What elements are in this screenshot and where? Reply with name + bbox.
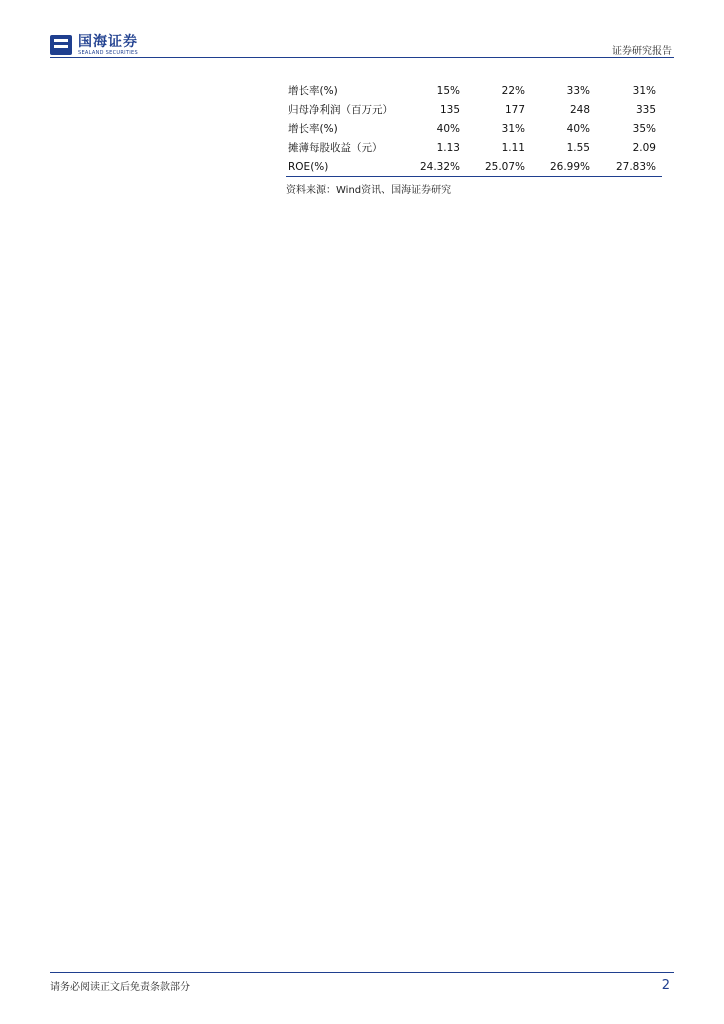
- table-cell: 22%: [501, 85, 525, 97]
- footer-divider: [50, 972, 674, 973]
- table-row: [286, 158, 662, 177]
- logo-en-text: SEALAND SECURITIES: [78, 49, 138, 56]
- data-source-note: 资料来源：Wind资讯、国海证券研究: [286, 185, 452, 196]
- table-cell: 27.83%: [615, 161, 656, 173]
- table-cell: 15%: [436, 85, 460, 97]
- table-cell: 177: [504, 104, 525, 116]
- table-cell: 1.11: [501, 142, 525, 154]
- table-cell: 2.09: [632, 142, 656, 154]
- page-number: 2: [661, 978, 670, 993]
- table-bottom-rule: [286, 176, 662, 177]
- row-label: 增长率(%): [288, 85, 338, 97]
- table-cell: 33%: [566, 85, 590, 97]
- table-cell: 248: [569, 104, 590, 116]
- table-cell: 26.99%: [549, 161, 590, 173]
- footer-disclaimer: 请务必阅读正文后免责条款部分: [50, 982, 190, 993]
- report-type-label: 证券研究报告: [612, 46, 672, 57]
- table-row: [286, 101, 662, 120]
- table-cell: 335: [635, 104, 656, 116]
- company-logo: [50, 32, 138, 58]
- table-cell: 35%: [632, 123, 656, 135]
- table-row: [286, 139, 662, 158]
- header-divider: [50, 57, 674, 58]
- row-label: 增长率(%): [288, 123, 338, 135]
- table-cell: 31%: [501, 123, 525, 135]
- table-cell: 1.55: [566, 142, 590, 154]
- table-row: [286, 82, 662, 101]
- page-header: [50, 30, 674, 58]
- table-cell: 25.07%: [484, 161, 525, 173]
- row-label: 归母净利润（百万元）: [288, 104, 393, 116]
- logo-cn-text: 国海证券: [78, 33, 138, 50]
- table-cell: 40%: [436, 123, 460, 135]
- logo-icon: [50, 35, 72, 55]
- table-cell: 40%: [566, 123, 590, 135]
- table-row: [286, 120, 662, 139]
- row-label: ROE(%): [288, 161, 329, 173]
- financial-table: [286, 82, 662, 177]
- table-cell: 1.13: [436, 142, 460, 154]
- table-cell: 31%: [632, 85, 656, 97]
- row-label: 摊薄每股收益（元）: [288, 142, 383, 154]
- table-cell: 24.32%: [419, 161, 460, 173]
- table-cell: 135: [439, 104, 460, 116]
